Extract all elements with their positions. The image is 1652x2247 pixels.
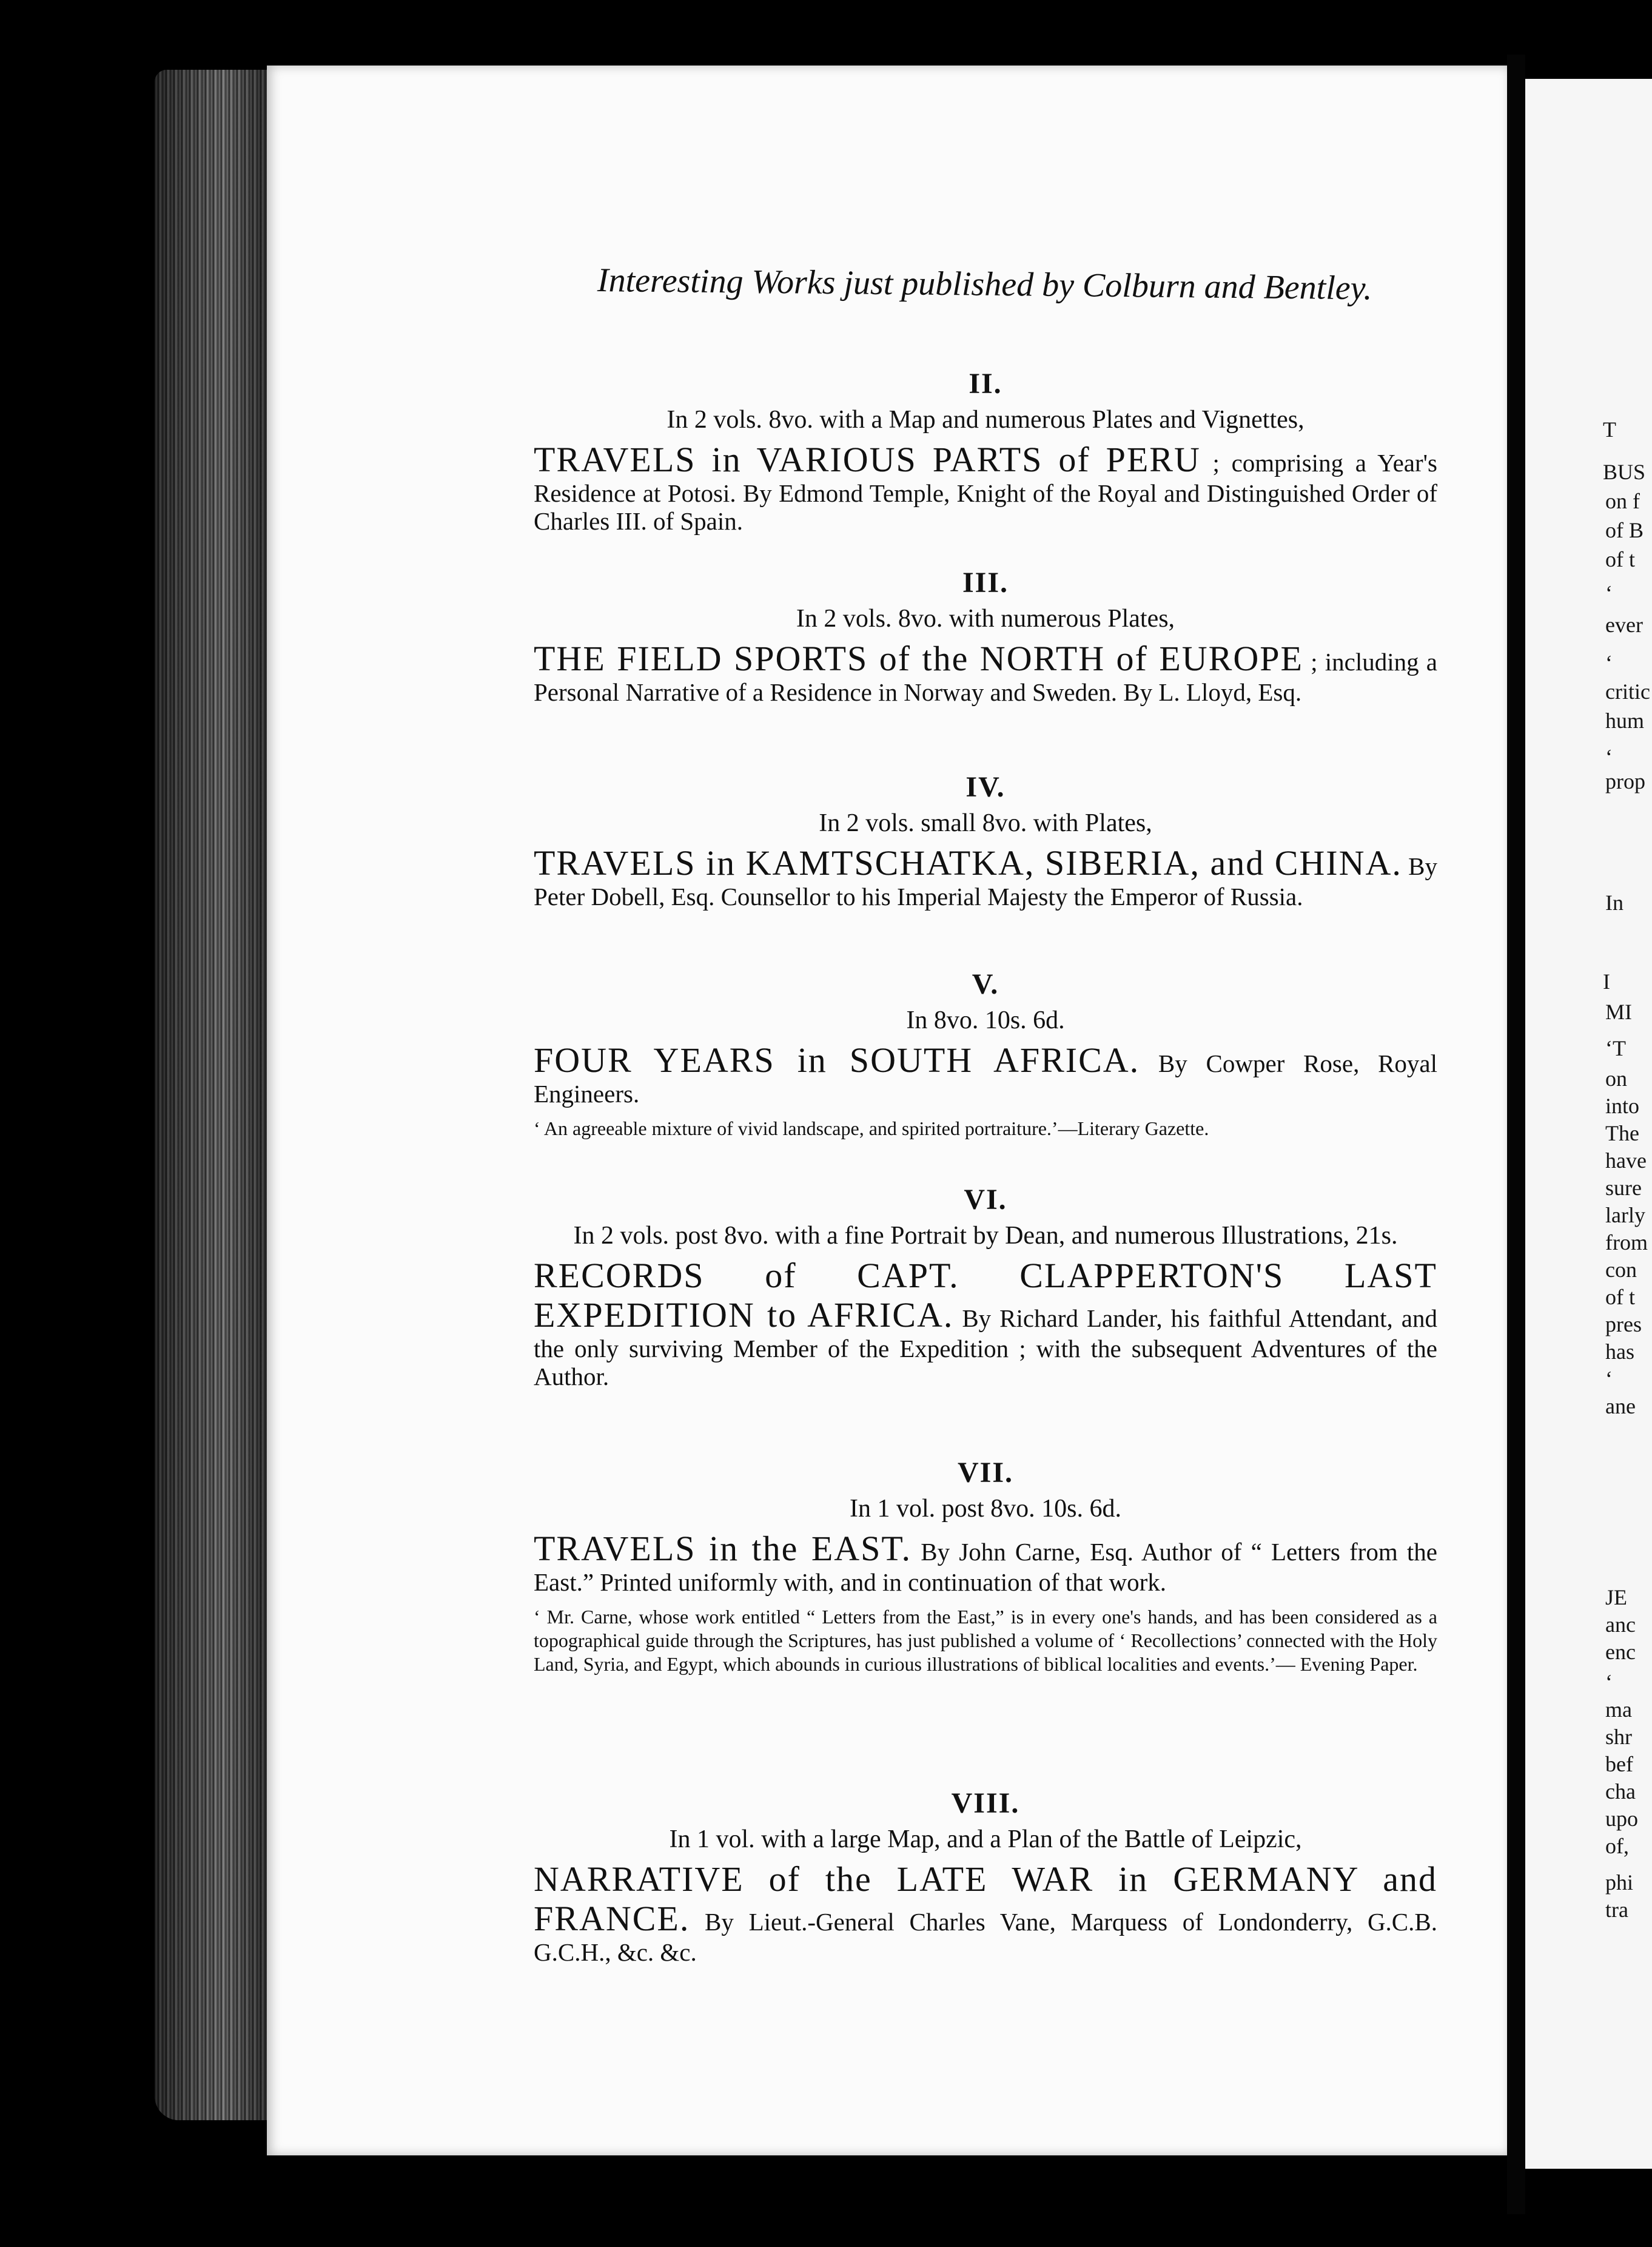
right-page-fragment-line: ‘ [1605,1367,1613,1391]
book-edge-shading [155,70,270,2120]
right-page-fragment-line: JE [1605,1585,1627,1609]
entry-ii [534,367,1437,536]
entry-numeral: IV. [965,771,1006,803]
right-page-fragment-line: In [1605,891,1623,915]
entry-text [534,1041,1437,1108]
right-page-fragment-line: larly [1605,1203,1645,1227]
right-page-fragment-line: shr [1605,1725,1632,1749]
entry-iv [534,770,1437,911]
right-page-fragment-line: ‘ [1605,745,1613,769]
entry-title: RECORDS of CAPT. CLAPPERTON'S LAST EXPEDITION to AFRICA. [534,1256,1437,1335]
entry-body: By Cowper Rose, Royal Engineers. [534,1049,1437,1108]
entry-format: In 8vo. 10s. 6d. [906,1006,1065,1034]
entry-viii [534,1787,1437,1967]
right-page-fragment-line: pres [1605,1312,1642,1336]
right-page-fragment-line: MI [1605,1000,1632,1024]
entry-body: By Peter Dobell, Esq. Counsellor to his Imperial Majesty the Emperor of Russia. [534,852,1438,911]
right-page-fragment-line: from [1605,1230,1648,1255]
entry-body: By Lieut.-General Charles Vane, Marquess of Londonderry, G.C.B. G.C.H., &c. &c. [534,1907,1437,1966]
entry-numeral: VI. [964,1184,1007,1216]
right-page-fragment-line: prop [1605,769,1645,793]
entry-body: By John Carne, Esq. Author of “ Letters from the East.” Printed uniformly with, and in continuation of that work. [534,1538,1437,1596]
right-page-fragment-line: of, [1605,1834,1629,1858]
entry-text [534,1860,1437,1967]
entry-format: In 1 vol. post 8vo. 10s. 6d. [849,1495,1121,1523]
right-page-fragment-line: phi [1605,1870,1634,1895]
entry-title: FOUR YEARS in SOUTH AFRICA. [534,1040,1140,1080]
entry-review-quote: ‘ Mr. Carne, whose work entitled “ Letters from the East,” is in every one's hands, and has been considered as a topographical guide through the Scriptures, has just published a volume of ‘ Recollections’ connected with the Holy Land, Syria, and Egypt, which abounds in curious illustrations of biblical localities and events.’— Evening Paper. [534,1605,1437,1675]
entry-title: TRAVELS in the EAST. [534,1529,912,1568]
entry-vii [534,1456,1437,1676]
right-page-fragment-line: on [1605,1066,1627,1091]
right-page-fragment-line: I [1603,969,1610,994]
entry-format: In 1 vol. with a large Map, and a Plan of the Battle of Leipzic, [669,1825,1302,1853]
entry-text [534,844,1437,911]
right-page-fragment-line: ma [1605,1697,1632,1722]
entry-format: In 2 vols. 8vo. with a Map and numerous Plates and Vignettes, [667,406,1304,434]
entry-format: In 2 vols. 8vo. with numerous Plates, [796,605,1175,633]
right-page-fragment-line: bef [1605,1752,1633,1776]
right-page-fragment-line: ‘ [1605,581,1613,605]
entry-v [534,968,1437,1140]
right-page-fragment-line: of B [1605,518,1644,542]
entry-format: In 2 vols. small 8vo. with Plates, [819,809,1152,837]
entry-title: THE FIELD SPORTS of the NORTH of EUROPE [534,639,1303,678]
right-page-fragment-line: hum [1605,709,1645,733]
entry-text [534,440,1437,536]
right-page-fragment [1525,79,1652,2169]
right-page-fragment-line: anc [1605,1612,1636,1637]
entry-numeral: V. [972,968,999,1000]
right-page-fragment-line: The [1605,1121,1639,1145]
entry-body: By Richard Lander, his faithful Attendant, and the only surviving Member of the Expedition ; with the subsequent Adventures of the Author. [534,1304,1437,1390]
entry-numeral: III. [962,567,1009,599]
entry-numeral: VIII. [951,1787,1020,1819]
right-page-fragment-line: con [1605,1258,1637,1282]
right-page-fragment-line: ‘ [1605,1670,1613,1694]
book-gutter [1507,55,1525,2214]
entry-body: ; comprising a Year's Residence at Potosi. By Edmond Temple, Knight of the Royal and Distinguished Order of Charles III. of Spain. [534,449,1437,535]
entry-text [534,639,1437,707]
entry-title: TRAVELS in KAMTSCHATKA, SIBERIA, and CHINA. [534,843,1402,883]
right-page-fragment-line: T [1603,417,1616,442]
entry-title: TRAVELS in VARIOUS PARTS of PERU [534,440,1201,479]
entry-text [534,1529,1437,1597]
right-page-fragment-line: cha [1605,1779,1636,1804]
right-page-fragment-line: upo [1605,1807,1638,1831]
right-page-fragment-line: critic [1605,679,1650,704]
right-page-fragment-line: have [1605,1148,1647,1173]
page-header: Interesting Works just published by Colburn and Bentley. [597,261,1372,308]
entry-body: ; including a Personal Narrative of a Residence in Norway and Sweden. By L. Lloyd, Esq. [534,648,1438,706]
entry-numeral: VII. [957,1457,1014,1489]
entry-review-quote: ‘ An agreeable mixture of vivid landscape, and spirited portraiture.’—Literary Gazette. [534,1117,1209,1139]
right-page-fragment-line: sure [1605,1176,1642,1200]
right-page-fragment-line: tra [1605,1898,1628,1922]
right-page-fragment-line: enc [1605,1640,1636,1664]
right-page-fragment-line: ever [1605,613,1643,637]
entry-numeral: II. [969,368,1002,400]
right-page-fragment-line: into [1605,1094,1640,1118]
entry-vi [534,1183,1437,1391]
entry-format: In 2 vols. post 8vo. with a fine Portrait by Dean, and numerous Illustrations, 21s. [573,1222,1398,1250]
right-page-fragment-line: has [1605,1339,1634,1364]
right-page-fragment-line: on f [1605,489,1640,513]
entry-iii [534,566,1437,707]
right-page-fragment-line: ane [1605,1394,1636,1418]
right-page-fragment-line: BUS [1603,460,1646,484]
right-page-fragment-line: of t [1605,547,1635,571]
right-page-fragment-line: ‘T [1605,1036,1626,1060]
entry-text [534,1256,1437,1391]
right-page-fragment-line: ‘ [1605,651,1613,675]
right-page-fragment-line: of t [1605,1285,1635,1309]
entry-title: NARRATIVE of the LATE WAR in GERMANY and FRANCE. [534,1859,1437,1938]
